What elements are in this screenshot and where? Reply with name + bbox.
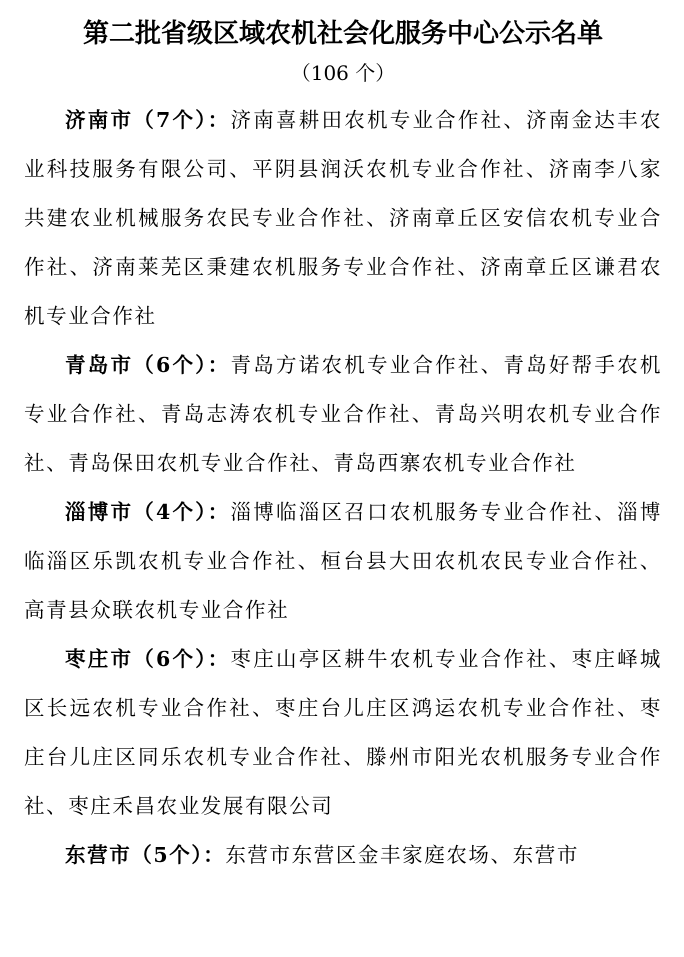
section-zibo	[24, 488, 662, 635]
section-dongying	[24, 831, 662, 880]
document-title: 第二批省级区域农机社会化服务中心公示名单	[82, 19, 603, 49]
city-heading: 枣庄市（6个）：	[65, 647, 231, 671]
document-subtitle: （106 个）	[290, 61, 396, 85]
section-entries: 青岛方诺农机专业合作社、青岛好帮手农机专业合作社、青岛志涛农机专业合作社、青岛兴明农机专业合作社、青岛保田农机专业合作社、青岛西寨农机专业合作社	[24, 353, 662, 475]
section-qingdao	[24, 341, 662, 488]
city-heading: 东营市（5个）：	[65, 843, 226, 867]
section-jinan	[24, 96, 662, 341]
document-page	[24, 14, 662, 880]
section-entries: 淄博临淄区召口农机服务专业合作社、淄博临淄区乐凯农机专业合作社、桓台县大田农机农民专业合作社、高青县众联农机专业合作社	[24, 500, 662, 622]
city-heading: 济南市（7个）：	[65, 108, 231, 132]
section-entries: 济南喜耕田农机专业合作社、济南金达丰农业科技服务有限公司、平阴县润沃农机专业合作社、济南李八家共建农业机械服务农民专业合作社、济南章丘区安信农机专业合作社、济南莱芜区秉建农机服务专业合作社、济南章丘区谦君农机专业合作社	[24, 108, 662, 328]
city-heading: 青岛市（6个）：	[65, 353, 231, 377]
section-entries: 枣庄山亭区耕牛农机专业合作社、枣庄峄城区长远农机专业合作社、枣庄台儿庄区鸿运农机专业合作社、枣庄台儿庄区同乐农机专业合作社、滕州市阳光农机服务专业合作社、枣庄禾昌农业发展有限公司	[24, 647, 662, 818]
city-heading: 淄博市（4个）：	[65, 500, 231, 524]
section-zaozhuang	[24, 635, 662, 831]
section-entries: 东营市东营区金丰家庭农场、东营市	[225, 843, 579, 867]
